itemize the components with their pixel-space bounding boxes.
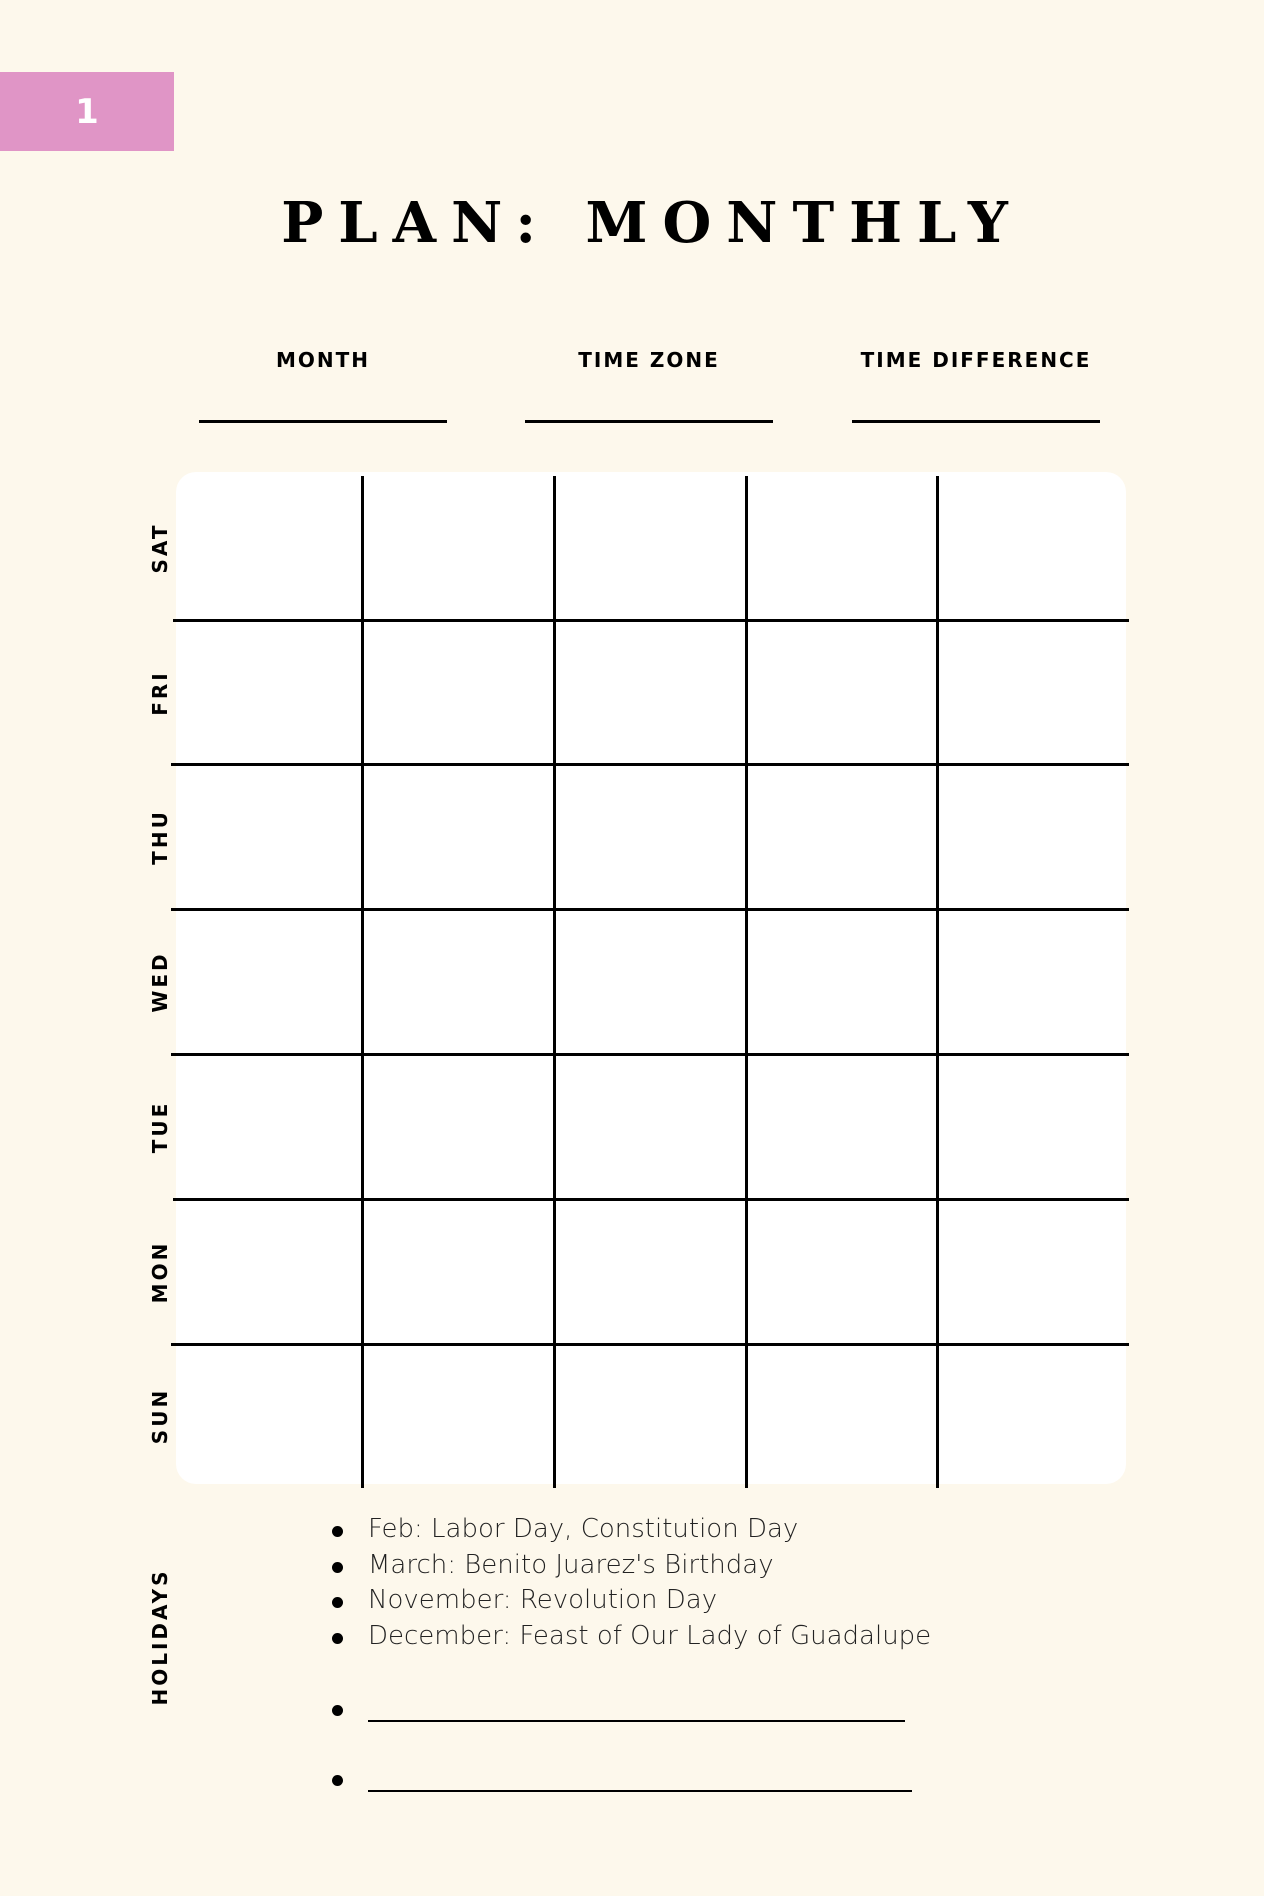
day-label-text: SAT <box>148 522 172 574</box>
holiday-text: November: Revolution Day <box>368 1585 718 1615</box>
grid-column-divider <box>361 476 364 1488</box>
calendar-grid[interactable] <box>176 472 1126 1484</box>
grid-row-divider <box>173 619 1129 622</box>
grid-row-divider <box>171 1053 1129 1056</box>
bullet-icon <box>332 1775 343 1786</box>
grid-row-divider <box>173 1198 1129 1201</box>
list-item <box>330 1548 931 1584</box>
page-number-badge <box>0 72 174 151</box>
time-difference-field[interactable] <box>852 348 1100 372</box>
time-difference-input-line[interactable] <box>852 420 1100 423</box>
month-field[interactable] <box>199 348 447 372</box>
holidays-heading-text: HOLIDAYS <box>148 1568 172 1706</box>
grid-column-divider <box>745 476 748 1488</box>
page-number: 1 <box>75 91 99 132</box>
list-item <box>330 1512 931 1548</box>
list-item <box>330 1619 931 1655</box>
day-label-text: FRI <box>148 670 172 716</box>
page-title: PLAN: MONTHLY <box>281 190 1023 256</box>
grid-column-divider <box>936 476 939 1488</box>
blank-holiday-entry[interactable] <box>332 1772 932 1792</box>
day-label-text: TUE <box>148 1100 172 1154</box>
day-label-text: WED <box>148 951 172 1013</box>
grid-row-divider <box>171 1343 1129 1346</box>
day-label-text: THU <box>148 809 172 865</box>
bullet-icon <box>332 1562 343 1573</box>
bullet-icon <box>332 1705 343 1716</box>
grid-column-divider <box>553 476 556 1488</box>
time-zone-input-line[interactable] <box>525 420 773 423</box>
holiday-text: March: Benito Juarez's Birthday <box>368 1549 774 1580</box>
list-item <box>330 1583 931 1619</box>
bullet-icon <box>332 1597 343 1608</box>
blank-holiday-entry[interactable] <box>332 1702 932 1722</box>
time-zone-label: TIME ZONE <box>578 348 720 372</box>
holiday-text: Feb: Labor Day, Constitution Day <box>368 1514 799 1544</box>
month-input-line[interactable] <box>199 420 447 423</box>
day-label-text: SUN <box>148 1387 172 1445</box>
grid-row-divider <box>171 908 1129 911</box>
holiday-text: December: Feast of Our Lady of Guadalupe <box>368 1620 932 1651</box>
blank-holiday-line[interactable] <box>368 1720 905 1722</box>
grid-row-divider <box>171 763 1129 766</box>
time-zone-field[interactable] <box>525 348 773 372</box>
day-label-text: MON <box>148 1240 172 1304</box>
month-label: MONTH <box>275 348 371 372</box>
time-difference-label: TIME DIFFERENCE <box>860 348 1092 372</box>
holiday-list <box>330 1512 931 1654</box>
bullet-icon <box>332 1633 343 1644</box>
blank-holiday-line[interactable] <box>368 1790 912 1792</box>
bullet-icon <box>332 1526 343 1537</box>
